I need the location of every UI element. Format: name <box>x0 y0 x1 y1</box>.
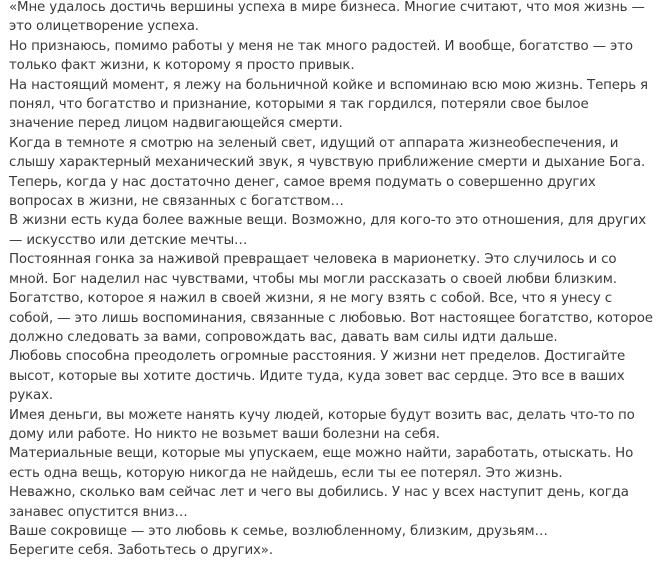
paragraph-5: В жизни есть куда более важные вещи. Возможно, для кого-то это отношения, для других — искусство или детские мечты… <box>9 213 646 248</box>
paragraph-11: Неважно, сколько вам сейчас лет и чего вы добились. У нас у всех наступит день, когда занавес опустится вниз… <box>9 485 629 520</box>
paragraph-10: Материальные вещи, которые мы упускаем, еще можно найти, заработать, отыскать. Но есть одна вещь, которую никогда не найдешь, если ты ее потерял. Это жизнь. <box>9 446 634 481</box>
paragraph-2: Но признаюсь, помимо работы у меня не так много радостей. И вообще, богатство — это только факт жизни, к которому я просто привык. <box>9 38 633 74</box>
paragraph-8: Любовь способна преодолеть огромные расстояния. У жизни нет пределов. Достигайте высот, которые вы хотите достичь. Идите туда, куда зовет вас сердце. Это все в ваших руках. <box>9 349 626 404</box>
paragraph-4: Когда в темноте я смотрю на зеленый свет, идущий от аппарата жизнеобеспечения, и слышу характерный механический звук, я чувствую приближение смерти и дыхание Бога. Теперь, когда у нас достаточно денег, самое время подумать о совершенно других вопросах в жизни, не связанных с богатством… <box>9 135 646 210</box>
paragraph-3: На настоящий момент, я лежу на больничной койке и вспоминаю всю мою жизнь. Теперь я понял, что богатство и признание, которыми я так гордился, потеряли свое былое значение перед лицом надвигающейся смерти. <box>9 77 648 132</box>
paragraph-13: Берегите себя. Заботьтесь о других». <box>9 543 273 559</box>
paragraph-12: Ваше сокровище — это любовь к семье, возлюбленному, близким, друзьям… <box>9 523 548 539</box>
paragraph-6: Постоянная гонка за наживой превращает человека в марионетку. Это случилось и со мной. Бог наделил нас чувствами, чтобы мы могли рассказать о своей любви близким. <box>9 252 617 287</box>
paragraph-1: «Мне удалось достичь вершины успеха в мире бизнеса. Многие считают, что моя жизнь — это олицетворение успеха. <box>9 0 645 35</box>
paragraph-9: Имея деньги, вы можете нанять кучу людей, которые будут возить вас, делать что-то по дому или работе. Но никто не возьмет ваши болезни на себя. <box>9 407 635 442</box>
paragraph-7: Богатство, которое я нажил в своей жизни, я не могу взять с собой. Все, что я унесу с собой, — это лишь воспоминания, связанные с любовью. Вот настоящее богатство, которое должно следовать за вами, сопровождать вас, давать вам силы идти дальше. <box>9 291 653 345</box>
